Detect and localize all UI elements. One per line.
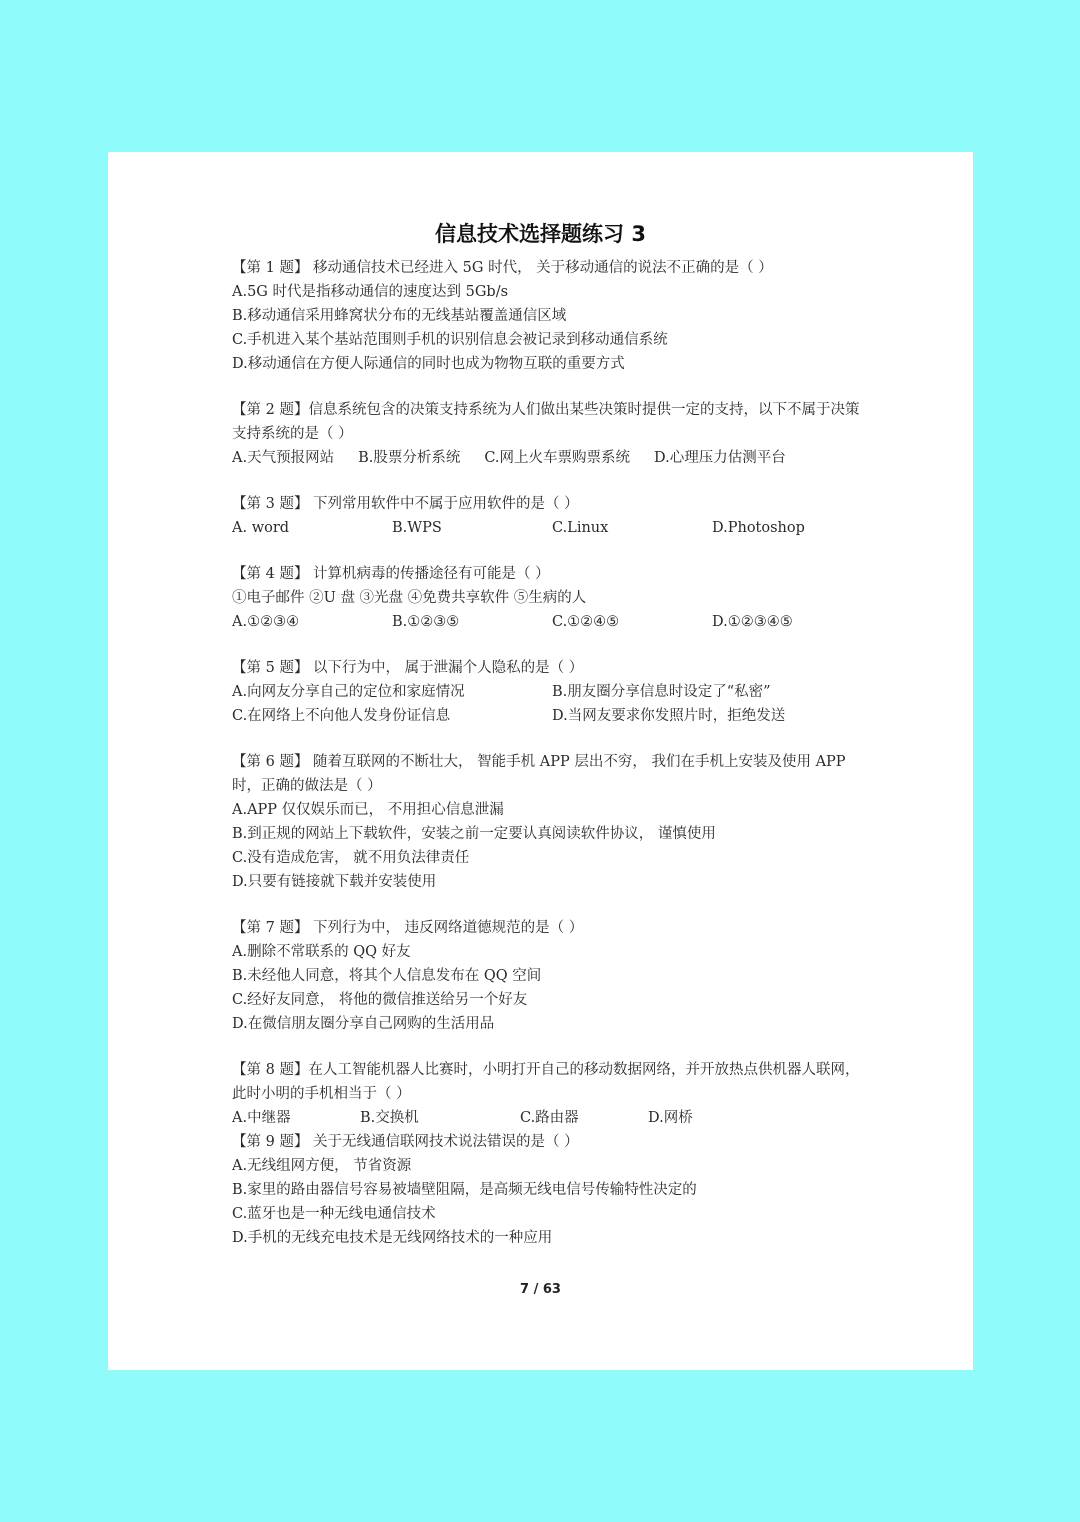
option-b: B.朋友圈分享信息时设定了“私密” xyxy=(552,684,771,700)
options-row xyxy=(232,1106,872,1130)
question-stem: 【第 5 题】 以下行为中， 属于泄漏个人隐私的是（ ） xyxy=(232,660,584,676)
options-row xyxy=(232,610,872,634)
question-3 xyxy=(232,492,872,540)
question-stem: 【第 2 题】信息系统包含的决策支持系统为人们做出某些决策时提供一定的支持，以下不属于决策支持系统的是（ ） xyxy=(232,402,860,442)
option-a: A.删除不常联系的 QQ 好友 xyxy=(232,944,411,960)
option-b: B.移动通信采用蜂窝状分布的无线基站覆盖通信区域 xyxy=(232,308,567,324)
option-a: A.5G 时代是指移动通信的速度达到 5Gb/s xyxy=(232,284,509,300)
option-a: A. word xyxy=(232,520,290,536)
question-sub-items: ①电子邮件 ②U 盘 ③光盘 ④免费共享软件 ⑤生病的人 xyxy=(232,590,587,606)
question-5 xyxy=(232,656,872,728)
option-d: D.心理压力估测平台 xyxy=(654,450,786,466)
option-c: C.手机进入某个基站范围则手机的识别信息会被记录到移动通信系统 xyxy=(232,332,668,348)
question-7 xyxy=(232,916,872,1036)
option-a: A.无线组网方便， 节省资源 xyxy=(232,1158,412,1174)
question-1 xyxy=(232,256,872,376)
document-page xyxy=(108,152,973,1370)
option-d: D.移动通信在方便人际通信的同时也成为物物互联的重要方式 xyxy=(232,356,625,372)
option-c: C.没有造成危害， 就不用负法律责任 xyxy=(232,850,470,866)
option-a: A.①②③④ xyxy=(232,614,300,630)
page-number: 7 / 63 xyxy=(520,1282,561,1297)
option-c: C.网上火车票购票系统 xyxy=(484,450,631,466)
option-b: B.未经他人同意，将其个人信息发布在 QQ 空间 xyxy=(232,968,542,984)
option-d: D.Photoshop xyxy=(712,520,805,536)
option-a: A.向网友分享自己的定位和家庭情况 xyxy=(232,684,465,700)
question-stem: 【第 1 题】 移动通信技术已经进入 5G 时代， 关于移动通信的说法不正确的是（ ） xyxy=(232,260,773,276)
options-row xyxy=(232,704,872,728)
question-stem: 【第 6 题】 随着互联网的不断壮大， 智能手机 APP 层出不穷， 我们在手机上安装及使用 APP 时，正确的做法是（ ） xyxy=(232,754,846,794)
options-row xyxy=(232,680,872,704)
option-b: B.到正规的网站上下载软件，安装之前一定要认真阅读软件协议， 谨慎使用 xyxy=(232,826,716,842)
option-b: B.①②③⑤ xyxy=(392,614,460,630)
question-stem: 【第 3 题】 下列常用软件中不属于应用软件的是（ ） xyxy=(232,496,579,512)
question-stem: 【第 9 题】 关于无线通信联网技术说法错误的是（ ） xyxy=(232,1134,579,1150)
option-c: C.在网络上不向他人发身份证信息 xyxy=(232,708,451,724)
question-stem: 【第 7 题】 下列行为中， 违反网络道德规范的是（ ） xyxy=(232,920,584,936)
option-a: A.中继器 xyxy=(232,1110,291,1126)
option-c: C.①②④⑤ xyxy=(552,614,620,630)
option-d: D.当网友要求你发照片时，拒绝发送 xyxy=(552,708,786,724)
option-d: D.①②③④⑤ xyxy=(712,614,793,630)
option-d: D.手机的无线充电技术是无线网络技术的一种应用 xyxy=(232,1230,553,1246)
question-9 xyxy=(232,1130,872,1250)
question-8 xyxy=(232,1058,872,1130)
page-title: 信息技术选择题练习 3 xyxy=(435,222,646,246)
options-row xyxy=(232,516,872,540)
option-d: D.在微信朋友圈分享自己网购的生活用品 xyxy=(232,1016,495,1032)
option-c: C.经好友同意， 将他的微信推送给另一个好友 xyxy=(232,992,528,1008)
question-list xyxy=(232,256,872,1272)
option-d: D.只要有链接就下载并安装使用 xyxy=(232,874,437,890)
option-b: B.WPS xyxy=(392,520,442,536)
options-row xyxy=(232,446,872,470)
option-d: D.网桥 xyxy=(648,1110,693,1126)
option-c: C.路由器 xyxy=(520,1110,579,1126)
option-a: A.APP 仅仅娱乐而已， 不用担心信息泄漏 xyxy=(232,802,504,818)
option-a: A.天气预报网站 xyxy=(232,450,335,466)
option-c: C.Linux xyxy=(552,520,609,536)
question-4 xyxy=(232,562,872,634)
option-b: B.股票分析系统 xyxy=(358,450,461,466)
question-6 xyxy=(232,750,872,894)
question-stem: 【第 4 题】 计算机病毒的传播途径有可能是（ ） xyxy=(232,566,550,582)
option-c: C.蓝牙也是一种无线电通信技术 xyxy=(232,1206,436,1222)
option-b: B.家里的路由器信号容易被墙壁阻隔，是高频无线电信号传输特性决定的 xyxy=(232,1182,697,1198)
question-stem: 【第 8 题】在人工智能机器人比赛时，小明打开自己的移动数据网络，并开放热点供机器人联网， 此时小明的手机相当于（ ） xyxy=(232,1062,860,1102)
option-b: B.交换机 xyxy=(360,1110,419,1126)
question-2 xyxy=(232,398,872,470)
